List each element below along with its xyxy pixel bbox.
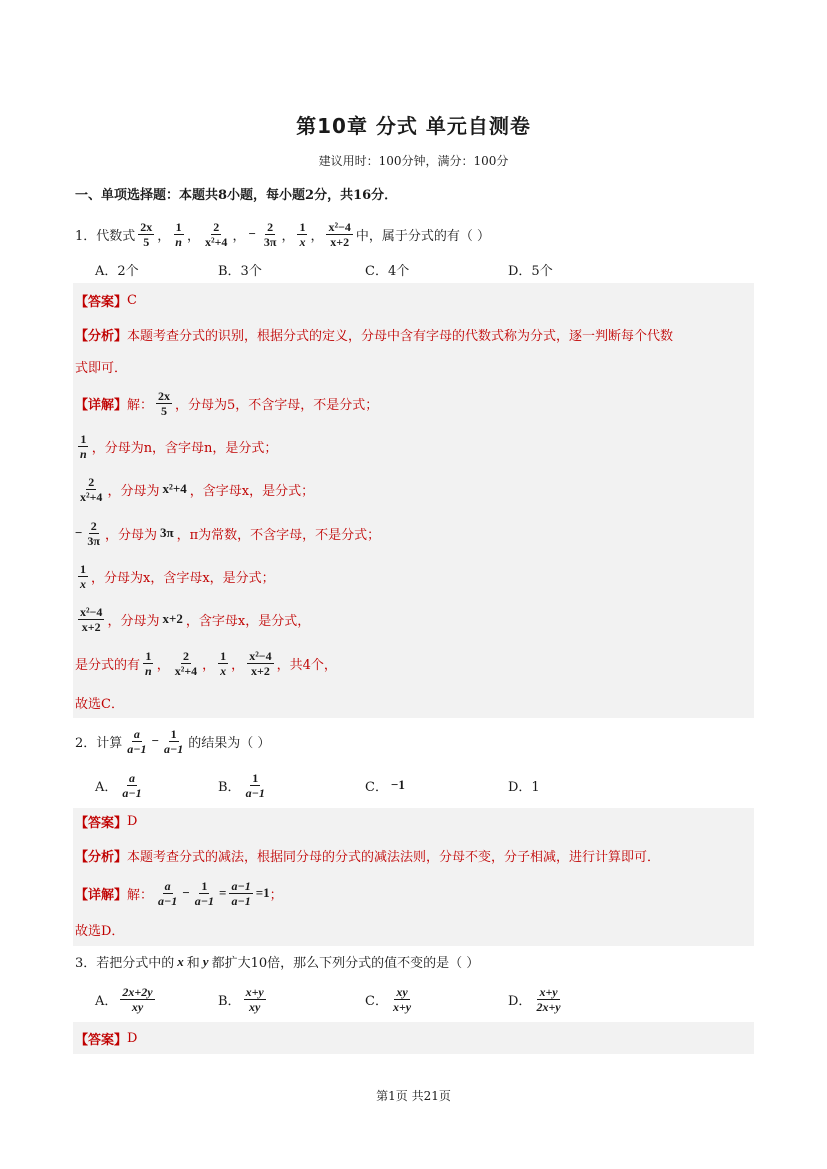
q1-detail-6: $\frac{\text{x²−4}}{x+2}$ ，分母为 x+2 ，含字母x，是分式， — [80, 604, 311, 634]
q2-option-d[interactable]: D．1 — [508, 779, 540, 795]
fraction: $\frac{2}{\text{x²+4}}$ — [174, 648, 198, 678]
q1-choose: 故选C． — [75, 697, 124, 712]
q3-option-b[interactable]: B． $\frac{x+y}{xy}$ — [218, 984, 264, 1014]
fraction: $\frac{a}{a-1}$ — [122, 770, 142, 800]
fraction: $\frac{2x}{5}$ — [158, 388, 171, 418]
section-heading: 一、单项选择题：本题共8小题，每小题2分，共16分． — [75, 188, 398, 203]
time-score-note: 建议用时：100分钟，满分：100分 — [318, 154, 509, 168]
fraction: $\frac{1}{n}$ — [145, 648, 152, 678]
q3-option-a[interactable]: A． $\frac{2x+2y}{xy}$ — [95, 984, 153, 1014]
fraction: $\frac{1}{a-1}$ — [163, 726, 184, 756]
q1-detail-4: − $\frac{2}{3\pi}$ ，分母为 3π ，π为常数，不含字母，不是分式； — [75, 518, 381, 548]
page-title: 第10章 分式 单元自测卷 — [296, 114, 531, 138]
q2-analysis: 【分析】 本题考查分式的减法，根据同分母的分式的减法法则，分母不变，分子相减，进行计算即可． — [75, 850, 661, 865]
fraction: $\frac{2x}{5}$ — [140, 219, 153, 249]
q1-suffix: 中，属于分式的有（ ） — [355, 228, 491, 244]
q2-option-c[interactable]: C． −1 — [365, 777, 405, 795]
q2-answer-box — [73, 808, 754, 946]
q1-prefix: 1．代数式 — [75, 228, 136, 244]
fraction: $\frac{2}{3\pi}$ — [87, 518, 100, 548]
q1-detail-1: 【详解】 解： $\frac{2x}{5}$ ，分母为5，不含字母，不是分式； — [75, 388, 379, 418]
q1-analysis: 【分析】 本题考查分式的识别，根据分式的定义，分母中含有字母的代数式称为分式，逐一判断每个代数 — [75, 329, 674, 344]
fraction: $\frac{\text{x²−4}}{x+2}$ — [328, 219, 351, 249]
q3-option-d[interactable]: D． $\frac{x+y}{2x+y}$ — [508, 984, 561, 1014]
fraction: $\frac{2}{\text{x²+4}}$ — [205, 219, 228, 249]
fraction: $\frac{xy}{x+y}$ — [392, 984, 412, 1014]
q2-option-b[interactable]: B． $\frac{1}{a-1}$ — [218, 770, 265, 800]
q1-answer-box — [73, 283, 754, 718]
fraction: $\frac{1}{n}$ — [80, 431, 87, 461]
fraction: $\frac{a}{a-1}$ — [158, 878, 178, 908]
q1-analysis-cont: 式即可． — [75, 361, 128, 376]
fraction: $\frac{2}{\text{x²+4}}$ — [80, 474, 103, 504]
q1-option-d[interactable]: D．5个 — [508, 264, 553, 279]
q2-option-a[interactable]: A． $\frac{a}{a-1}$ — [95, 770, 142, 800]
q1-detail-3: $\frac{2}{\text{x²+4}}$ ，分母为 x²+4 ，含字母x，是分式； — [80, 474, 315, 504]
fraction: $\frac{1}{a-1}$ — [194, 878, 215, 908]
page-footer: 第1页 共21页 — [376, 1089, 451, 1103]
fraction: $\frac{1}{x}$ — [299, 219, 306, 249]
q3-answer: 【答案】 D — [75, 1031, 138, 1048]
q1-answer: 【答案】 C — [75, 293, 137, 310]
question-1: 1．代数式 $\frac{2x}{5}$ ， $\frac{1}{n}$ ， $\frac{2}{\text{x²+4}}$ ， − $\frac{2}{3\pi}$ ， $\frac{1}{x}$ ， $\frac{\text{x²−4}}{x+2}$ 中，属于分式的有（ ） — [75, 219, 491, 249]
q1-option-b[interactable]: B．3个 — [218, 264, 262, 279]
fraction: $\frac{1}{n}$ — [175, 219, 182, 249]
q1-detail-5: $\frac{1}{x}$ ，分母为x，含字母x，是分式； — [80, 561, 275, 591]
fraction: $\frac{1}{a-1}$ — [245, 770, 265, 800]
fraction: $\frac{1}{x}$ — [220, 648, 227, 678]
q1-option-a[interactable]: A．2个 — [95, 264, 139, 279]
fraction: $\frac{2}{3\pi}$ — [263, 219, 277, 249]
fraction: $\frac{a-1}{a-1}$ — [231, 878, 251, 908]
fraction: $\frac{\text{x²−4}}{x+2}$ — [80, 604, 103, 634]
fraction: $\frac{x+y}{xy}$ — [245, 984, 264, 1014]
q2-choose: 故选D． — [75, 924, 125, 939]
fraction: $\frac{x+y}{2x+y}$ — [536, 984, 561, 1014]
q1-option-c[interactable]: C．4个 — [365, 264, 410, 279]
q1-detail-2: $\frac{1}{n}$ ，分母为n，含字母n，是分式； — [80, 431, 278, 461]
q3-option-c[interactable]: C． $\frac{xy}{x+y}$ — [365, 984, 412, 1014]
q1-detail-7: 是分式的有 $\frac{1}{n}$ ， $\frac{2}{\text{x²+4}}$ ， $\frac{1}{x}$ ， $\frac{\text{x²−4}}{x+2}$ ，共4个， — [75, 648, 337, 678]
fraction: $\frac{a}{a-1}$ — [127, 726, 147, 756]
question-3: 3．若把分式中的 x 和 y 都扩大10倍，那么下列分式的值不变的是（ ） — [75, 953, 480, 971]
q3-answer-box — [73, 1022, 754, 1054]
q2-answer: 【答案】 D — [75, 814, 138, 831]
question-2: 2．计算 $\frac{a}{a-1}$ − $\frac{1}{a-1}$ 的结果为（ ） — [75, 726, 271, 756]
fraction: $\frac{\text{x²−4}}{x+2}$ — [249, 648, 272, 678]
fraction: $\frac{2x+2y}{xy}$ — [122, 984, 153, 1014]
fraction: $\frac{1}{x}$ — [80, 561, 86, 591]
q2-detail: 【详解】 解： $\frac{a}{a-1}$ − $\frac{1}{a-1}$ = $\frac{a-1}{a-1}$ =1 ； — [75, 878, 283, 908]
